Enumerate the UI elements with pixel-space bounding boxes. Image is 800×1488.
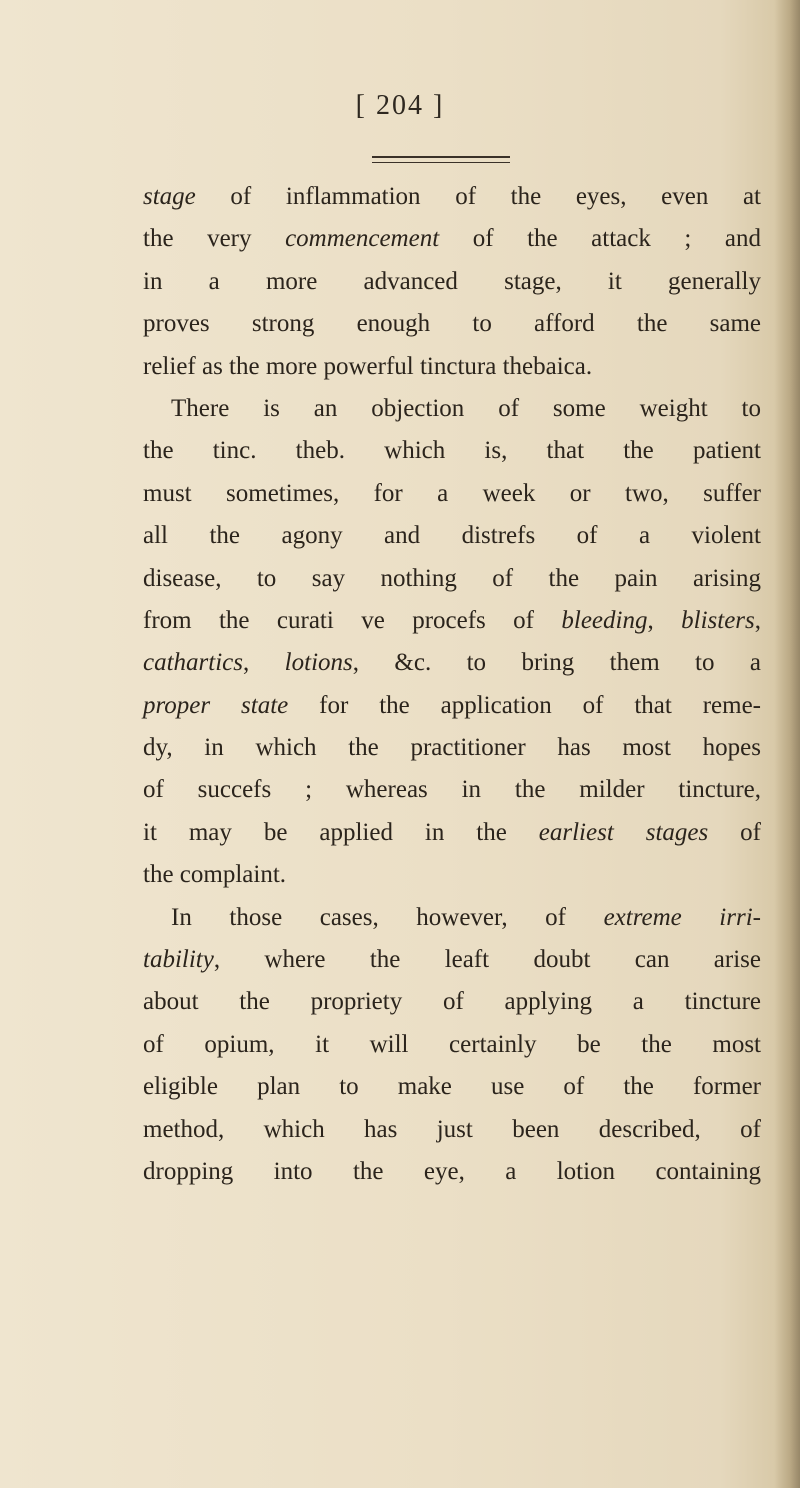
text-line [143, 473, 761, 515]
italic-text: bleeding [561, 606, 648, 634]
text-segment: the complaint. [143, 861, 287, 889]
text-line [143, 388, 761, 430]
header-rule [372, 156, 510, 163]
text-line [143, 558, 761, 600]
text-segment: it may be applied in the [143, 818, 539, 846]
text-line [143, 727, 761, 769]
text-segment: relief as the more powerful tinctura thebaica. [143, 352, 593, 380]
text-line [143, 303, 761, 345]
italic-text: cathartics [143, 649, 243, 677]
text-line [143, 769, 761, 811]
text-line [143, 346, 761, 388]
text-line [143, 176, 761, 218]
text-line [143, 685, 761, 727]
text-line [143, 854, 761, 896]
text-segment: disease, to say nothing of the pain arising [143, 564, 761, 592]
text-line [143, 600, 761, 642]
text-segment: of inflammation of the eyes, even at [195, 183, 761, 210]
italic-text: blisters [681, 606, 755, 634]
text-line [143, 897, 761, 939]
text-line [143, 1109, 761, 1151]
italic-text: tability [143, 946, 214, 974]
page-number: [ 204 ] [355, 90, 445, 121]
text-line [143, 1151, 761, 1193]
text-line [143, 642, 761, 684]
text-segment: In those cases, however, of [171, 903, 604, 931]
text-segment: from the curati ve procefs of [143, 606, 562, 634]
text-segment: of the attack ; and [439, 225, 761, 253]
text-segment: , where the leaft doubt can arise [213, 946, 761, 974]
text-segment: , [647, 606, 682, 634]
text-segment: of [708, 818, 761, 846]
text-segment: for the application of that reme- [288, 691, 761, 719]
italic-text: extreme irri- [603, 903, 761, 931]
italic-text: lotions [284, 649, 353, 677]
text-segment: There is an objection of some weight to [171, 394, 761, 422]
text-segment: of succefs ; whereas in the milder tincture, [143, 776, 761, 804]
text-segment: must sometimes, for a week or two, suffer [143, 479, 761, 507]
text-segment: , [754, 606, 761, 634]
text-line [143, 430, 761, 472]
italic-text: proper state [143, 691, 289, 719]
text-line [143, 515, 761, 557]
text-segment: dropping into the eye, a lotion containing [143, 1157, 761, 1185]
text-line [143, 1066, 761, 1108]
italic-text: commencement [285, 225, 440, 253]
text-line [143, 939, 761, 981]
text-segment: eligible plan to make use of the former [143, 1073, 761, 1101]
page-edge-shadow [774, 0, 800, 1488]
text-segment: in a more advanced stage, it generally [143, 267, 761, 295]
text-line [143, 1024, 761, 1066]
text-segment: , &c. to bring them to a [352, 649, 762, 677]
text-segment: the tinc. theb. which is, that the patient [143, 437, 761, 465]
text-segment: about the propriety of applying a tincture [143, 988, 761, 1016]
text-segment: , [243, 649, 285, 677]
text-line [143, 218, 761, 260]
italic-text: earliest stages [538, 818, 709, 846]
text-line [143, 812, 761, 854]
text-segment: dy, in which the practitioner has most hopes [143, 734, 761, 762]
italic-text: stage [143, 183, 196, 210]
text-line [143, 261, 761, 303]
body-text [143, 176, 761, 1193]
text-segment: all the agony and distrefs of a violent [143, 522, 761, 550]
text-segment: method, which has just been described, of [143, 1115, 761, 1143]
text-segment: the very [143, 225, 286, 253]
text-line [143, 981, 761, 1023]
text-segment: of opium, it will certainly be the most [143, 1030, 761, 1058]
text-segment: proves strong enough to afford the same [143, 310, 761, 338]
